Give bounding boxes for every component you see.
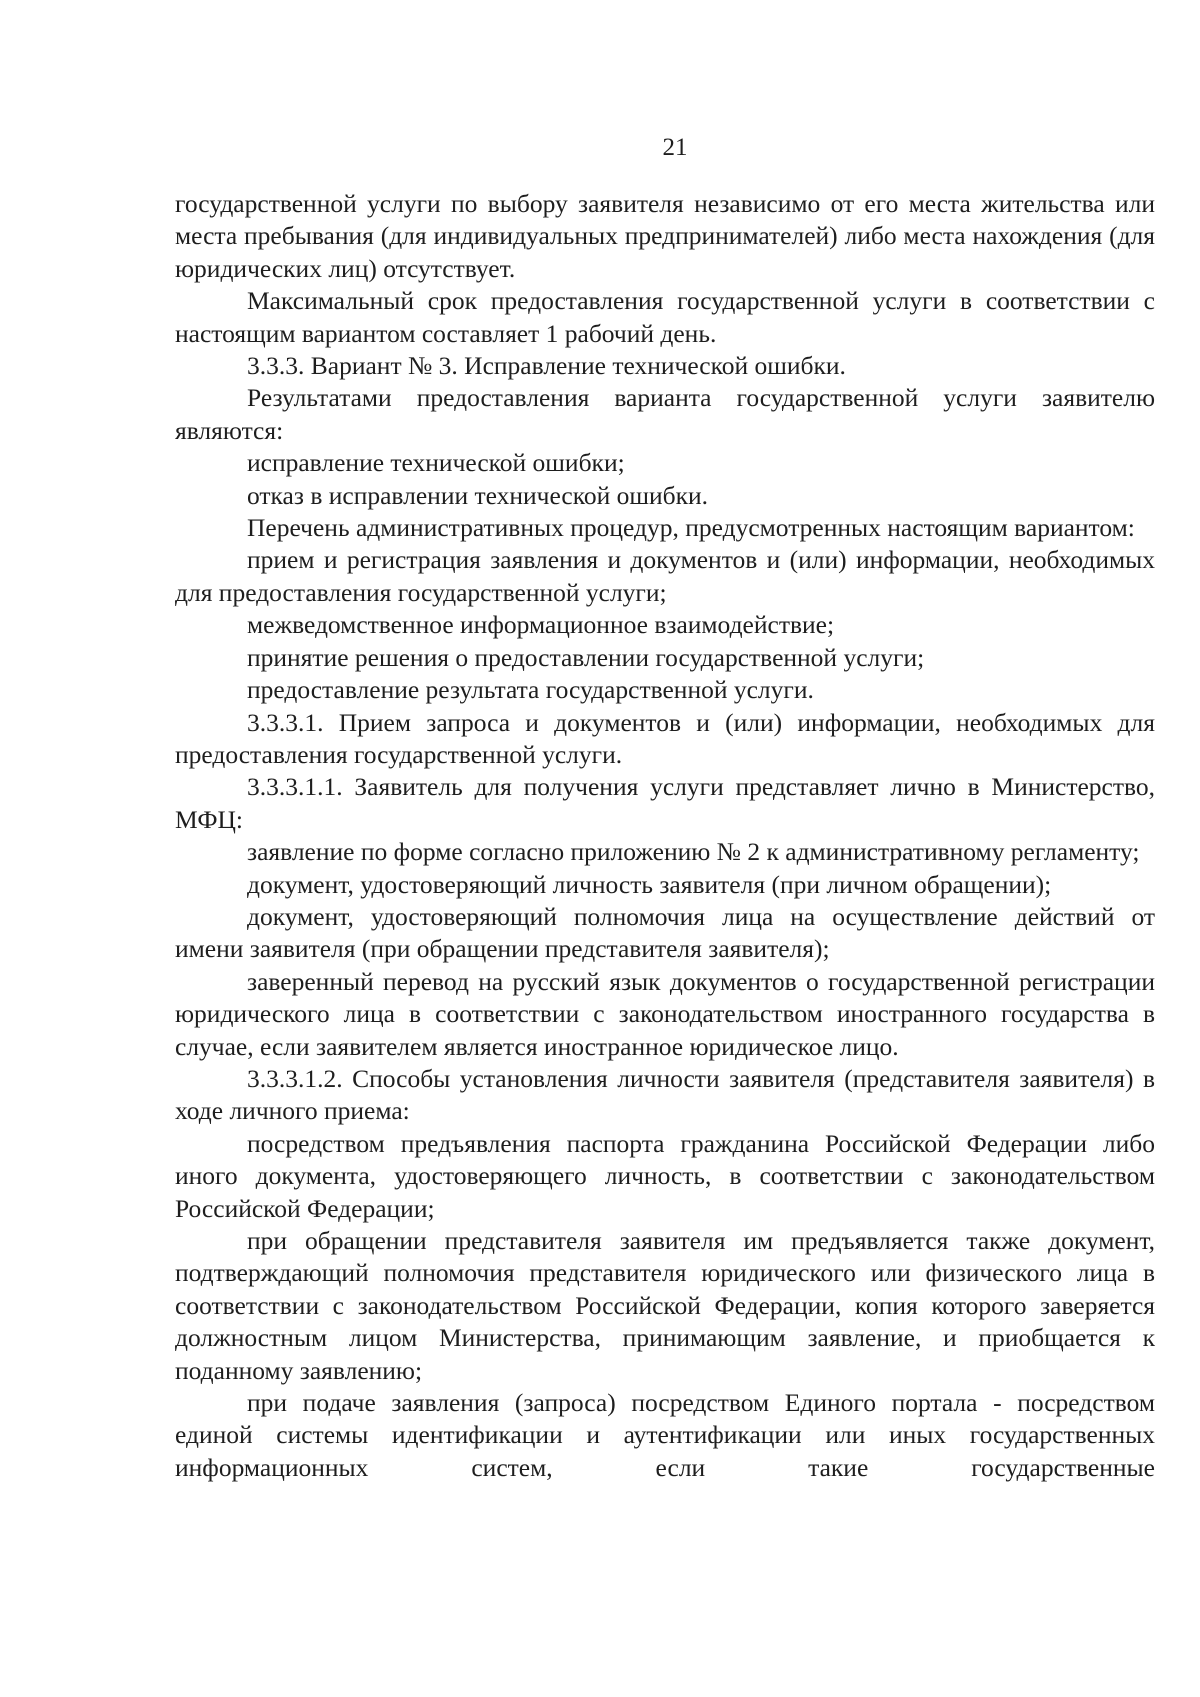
- section-heading-3-3-3-1-2: 3.3.3.1.2. Способы установления личности заявителя (представителя заявителя) в ходе личного приема:: [175, 1063, 1155, 1126]
- list-item-procedure-2: межведомственное информационное взаимодействие;: [247, 610, 835, 640]
- list-item-document-3: документ, удостоверяющий полномочия лица на осуществление действий от имени заявителя (при обращении представителя заявителя);: [175, 901, 1155, 964]
- list-item-result-2: отказ в исправлении технической ошибки.: [247, 480, 709, 510]
- list-item-procedure-1: прием и регистрация заявления и документов и (или) информации, необходимых для предоставления государственной услуги;: [175, 545, 1155, 607]
- document-body: [175, 188, 1155, 1484]
- list-item-procedure-3: принятие решения о предоставлении государственной услуги;: [247, 642, 925, 672]
- section-heading-3-3-3-1-1: 3.3.3.1.1. Заявитель для получения услуги представляет лично в Министерство, МФЦ:: [175, 772, 1155, 834]
- paragraph-7: Перечень административных процедур, предусмотренных настоящим вариантом:: [247, 513, 1135, 543]
- list-item-method-3: при подаче заявления (запроса) посредством Единого портала - посредством единой системы идентификации и аутентификации или иных государственных информационных систем, если такие государственные: [175, 1388, 1155, 1482]
- list-item-method-2: при обращении представителя заявителя им предъявляется также документ, подтверждающий полномочия представителя юридического или физического лица в соответствии с законодательством Российской Федерации, копия которого заверяется должностным лицом Министерства, принимающим заявление, и приобщается к поданному заявлению;: [175, 1226, 1155, 1385]
- list-item-document-4: заверенный перевод на русский язык документов о государственной регистрации юридического лица в соответствии с законодательством иностранного государства в случае, если заявителем является иностранное юридическое лицо.: [175, 966, 1155, 1061]
- list-item-document-2: документ, удостоверяющий личность заявителя (при личном обращении);: [247, 869, 1052, 899]
- list-item-method-1: посредством предъявления паспорта гражданина Российской Федерации либо иного документа, удостоверяющего личность, в соответствии с законодательством Российской Федерации;: [175, 1128, 1155, 1223]
- list-item-result-1: исправление технической ошибки;: [247, 448, 625, 478]
- paragraph-4: Результатами предоставления варианта государственной услуги заявителю являются:: [175, 383, 1155, 445]
- page-number: 21: [662, 134, 688, 161]
- section-heading-3-3-3: 3.3.3. Вариант № 3. Исправление технической ошибки.: [247, 351, 846, 381]
- list-item-document-1: заявление по форме согласно приложению № 2 к административному регламенту;: [247, 837, 1140, 867]
- paragraph-2: Максимальный срок предоставления государственной услуги в соответствии с настоящим вариантом составляет 1 рабочий день.: [175, 286, 1155, 348]
- section-heading-3-3-3-1: 3.3.3.1. Прием запроса и документов и (или) информации, необходимых для предоставления государственной услуги.: [175, 707, 1155, 769]
- paragraph-1: государственной услуги по выбору заявителя независимо от его места жительства или места пребывания (для индивидуальных предпринимателей) либо места нахождения (для юридических лиц) отсутствует.: [175, 189, 1155, 283]
- list-item-procedure-4: предоставление результата государственной услуги.: [247, 675, 814, 705]
